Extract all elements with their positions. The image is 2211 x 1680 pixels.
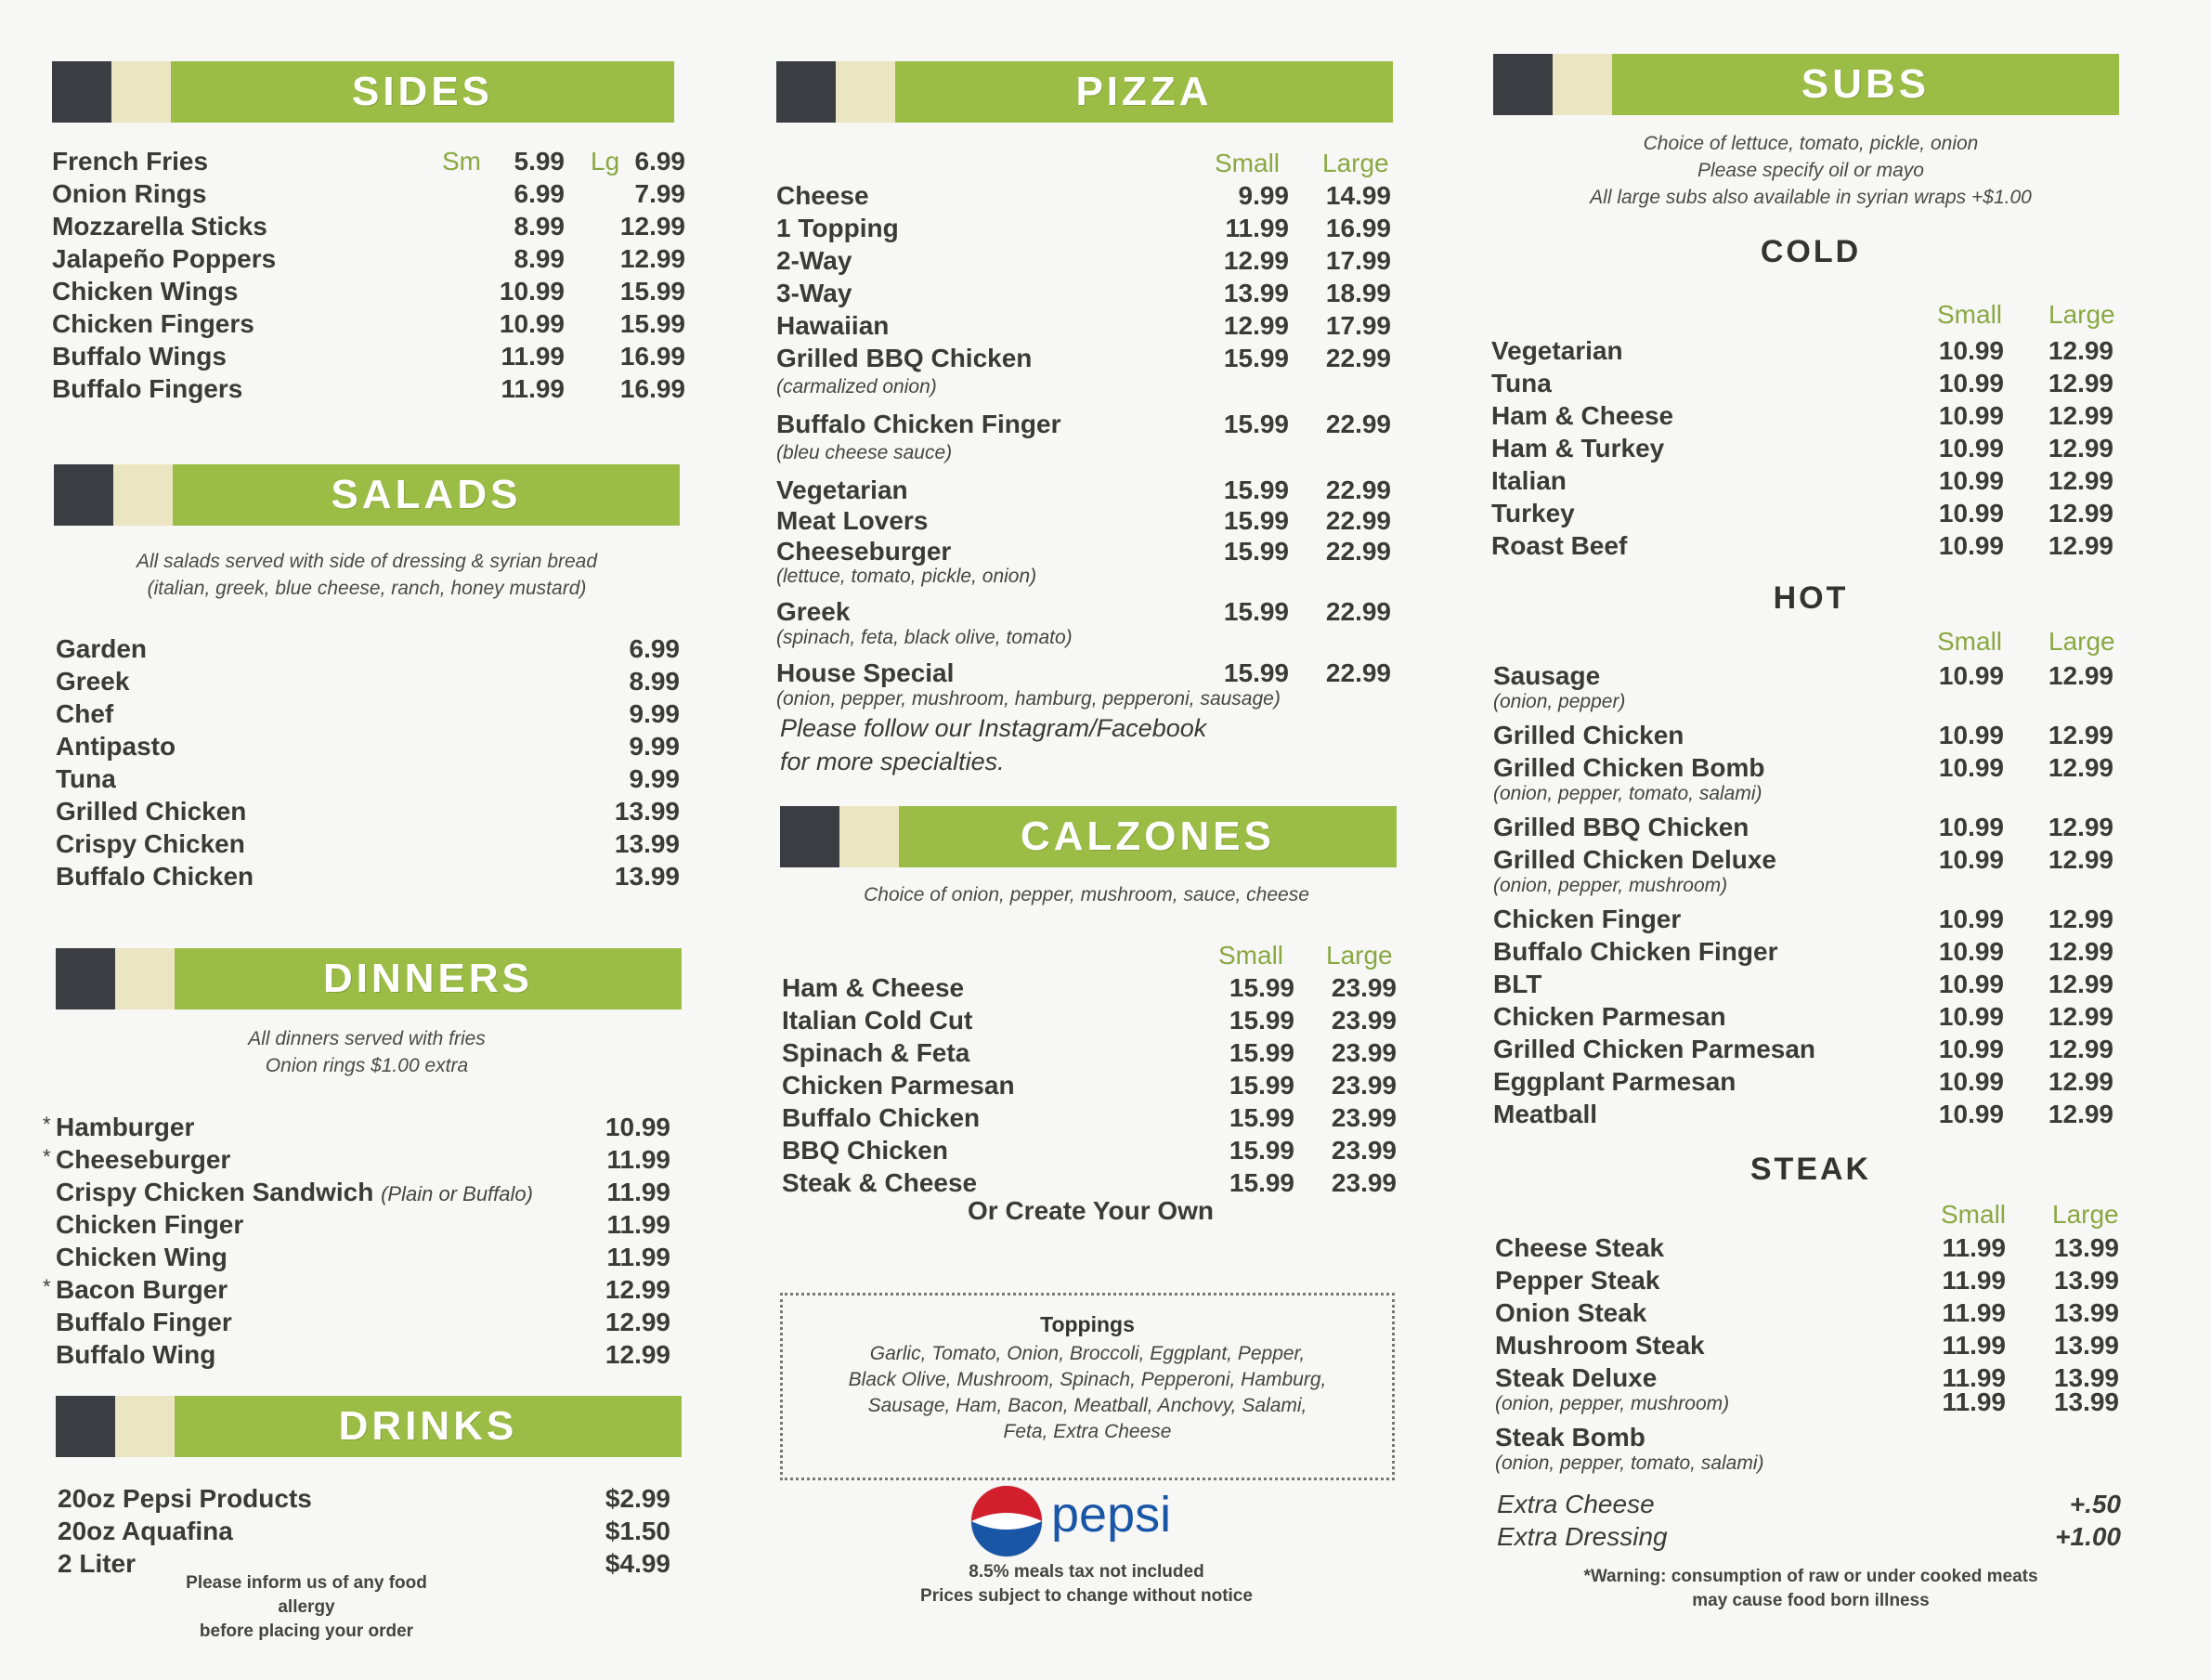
banner-cream-square (113, 464, 173, 526)
salads-banner (54, 464, 680, 526)
subs-banner (1493, 54, 2119, 115)
list-item: 20oz Aquafina $1.50 (58, 1517, 670, 1545)
list-item: 2 Liter $4.99 (58, 1549, 670, 1578)
list-item: Steak Bomb (1495, 1423, 1645, 1452)
item-description: (bleu cheese sauce) (776, 442, 953, 463)
list-item: House Special 15.99 22.99 (776, 658, 1391, 687)
calzones-banner (780, 806, 1397, 867)
list-item: Ham & Turkey 10.99 12.99 (1491, 434, 2113, 462)
list-item: Turkey 10.99 12.99 (1491, 499, 2113, 527)
item-description: (onion, pepper, mushroom) (1493, 875, 1728, 896)
pizza-title: PIZZA (895, 61, 1393, 123)
list-item: Ham & Cheese 15.99 23.99 (782, 973, 1397, 1002)
calzones-list (782, 973, 1413, 1201)
dinners-banner (56, 948, 682, 1009)
hot-subheading: HOT (1773, 580, 1849, 616)
pepsi-globe-icon (969, 1484, 1044, 1558)
toppings-box (780, 1293, 1395, 1480)
list-item: Grilled BBQ Chicken 15.99 22.99 (776, 344, 1391, 372)
list-item: Chicken Fingers 10.99 15.99 (52, 309, 685, 338)
list-item: Buffalo Wing 12.99 (56, 1340, 670, 1369)
list-item: Meat Lovers 15.99 22.99 (776, 506, 1391, 535)
sides-list (52, 147, 693, 407)
toppings-list: Garlic, Tomato, Onion, Broccoli, Eggplant, Pepper, Black Olive, Mushroom, Spinach, Pepperoni, Hamburg, Sausage, Ham, Bacon, Meatball, Anchovy, Salami, Feta, Extra Cheese (848, 1343, 1327, 1442)
list-item: Vegetarian 10.99 12.99 (1491, 336, 2113, 365)
list-item: Buffalo Wings 11.99 16.99 (52, 342, 685, 371)
warning-note: *Warning: consumption of raw or under cooked meats may cause food born illness (1583, 1567, 2038, 1610)
item-description: (onion, pepper, tomato, salami) (1495, 1452, 1764, 1474)
list-item: Buffalo Chicken 13.99 (56, 862, 680, 891)
dinners-list (43, 1113, 696, 1373)
list-item: Sausage 10.99 12.99 (1493, 661, 2113, 690)
pizza-size-header: Small Large (1215, 149, 1389, 177)
list-item: Cheeseburger 15.99 22.99 (776, 537, 1391, 566)
item-description: (lettuce, tomato, pickle, onion) (776, 566, 1037, 587)
list-item: Chicken Wings 10.99 15.99 (52, 277, 685, 306)
dinners-title: DINNERS (175, 948, 682, 1009)
list-item: Spinach & Feta 15.99 23.99 (782, 1038, 1397, 1067)
cold-subs-list (1491, 336, 2141, 564)
list-item: Buffalo Fingers 11.99 16.99 (52, 374, 685, 403)
list-item: Antipasto 9.99 (56, 732, 680, 761)
list-item: Crispy Chicken 13.99 (56, 829, 680, 858)
banner-dark-square (56, 948, 115, 1009)
list-item: Mushroom Steak 11.99 13.99 (1495, 1331, 2119, 1360)
dinners-note: All dinners served with fries Onion rings $1.00 extra (248, 1028, 486, 1076)
list-item: Grilled Chicken 13.99 (56, 797, 680, 826)
salads-note: All salads served with side of dressing & syrian bread (italian, greek, blue cheese, ranch, honey mustard) (136, 551, 598, 599)
list-item: Tuna 9.99 (56, 764, 680, 793)
sides-banner (52, 61, 674, 123)
create-your-own: Or Create Your Own (968, 1196, 1215, 1225)
list-item: Chicken Parmesan 10.99 12.99 (1493, 1002, 2113, 1031)
list-item: Italian 10.99 12.99 (1491, 466, 2113, 495)
hot-size-header: Small Large (1937, 627, 2115, 656)
pizza-list (776, 181, 1408, 714)
list-item: Ham & Cheese 10.99 12.99 (1491, 401, 2113, 430)
list-item: Jalapeño Poppers 8.99 12.99 (52, 244, 685, 273)
calzones-size-header: Small Large (1218, 941, 1393, 970)
tax-footer: 8.5% meals tax not included Prices subject to change without notice (920, 1562, 1253, 1606)
pizza-banner (776, 61, 1393, 123)
banner-cream-square (1553, 54, 1612, 115)
banner-cream-square (839, 806, 899, 867)
banner-cream-square (836, 61, 895, 123)
list-item: Grilled BBQ Chicken 10.99 12.99 (1493, 813, 2113, 841)
banner-cream-square (115, 1396, 175, 1457)
list-item: Hawaiian 12.99 17.99 (776, 311, 1391, 340)
banner-dark-square (1493, 54, 1553, 115)
cold-subheading: COLD (1760, 234, 1862, 269)
banner-dark-square (52, 61, 111, 123)
list-item: Steak & Cheese 15.99 23.99 (782, 1168, 1397, 1197)
list-item: 20oz Pepsi Products $2.99 (58, 1484, 670, 1513)
list-item: Tuna 10.99 12.99 (1491, 369, 2113, 397)
list-item: Onion Steak 11.99 13.99 (1495, 1298, 2119, 1327)
banner-cream-square (111, 61, 171, 123)
calzones-note: Choice of onion, pepper, mushroom, sauce, cheese (864, 884, 1309, 905)
allergy-note: Please inform us of any food allergy before placing your order (186, 1573, 427, 1641)
hot-subs-list (1493, 661, 2143, 1132)
list-item: Greek 15.99 22.99 (776, 597, 1391, 626)
drinks-title: DRINKS (175, 1396, 682, 1457)
banner-cream-square (115, 948, 175, 1009)
list-item: Extra Dressing +1.00 (1497, 1522, 2121, 1551)
drinks-list (58, 1484, 698, 1582)
list-item: 2-Way 12.99 17.99 (776, 246, 1391, 275)
list-item: 3-Way 13.99 18.99 (776, 279, 1391, 307)
salads-title: SALADS (173, 464, 680, 526)
list-item: Chef 9.99 (56, 699, 680, 728)
list-item: Cheese 9.99 14.99 (776, 181, 1391, 210)
list-item: Pepper Steak 11.99 13.99 (1495, 1266, 2119, 1295)
list-item: Buffalo Chicken Finger 15.99 22.99 (776, 410, 1391, 438)
list-item: Extra Cheese +.50 (1497, 1490, 2121, 1518)
list-item: Greek 8.99 (56, 667, 680, 696)
cold-size-header: Small Large (1937, 300, 2115, 329)
list-item: Eggplant Parmesan 10.99 12.99 (1493, 1067, 2113, 1096)
list-item: Steak Deluxe 11.99 13.99 (1495, 1363, 2119, 1392)
item-description: (onion, pepper) (1493, 691, 1626, 712)
list-item: Chicken Wing 11.99 (56, 1243, 670, 1271)
steak-subs-list (1495, 1233, 2145, 1478)
list-item: Chicken Parmesan 15.99 23.99 (782, 1071, 1397, 1100)
steak-size-header: Small Large (1941, 1200, 2119, 1229)
list-item: * Bacon Burger 12.99 (43, 1275, 670, 1304)
list-item: * Cheeseburger 11.99 (43, 1145, 670, 1174)
list-item: Cheese Steak 11.99 13.99 (1495, 1233, 2119, 1262)
list-item: * Hamburger 10.99 (43, 1113, 670, 1141)
subs-note: Choice of lettuce, tomato, pickle, onion Please specify oil or mayo All large subs also available in syrian wraps +$1.00 (1590, 133, 2032, 208)
list-item: 1 Topping 11.99 16.99 (776, 214, 1391, 242)
list-item: Buffalo Chicken Finger 10.99 12.99 (1493, 937, 2113, 966)
list-item: Onion Rings 6.99 7.99 (52, 179, 685, 208)
banner-dark-square (54, 464, 113, 526)
list-item: Chicken Finger 10.99 12.99 (1493, 905, 2113, 933)
item-description: (spinach, feta, black olive, tomato) (776, 627, 1073, 648)
list-item: BBQ Chicken 15.99 23.99 (782, 1136, 1397, 1165)
list-item: Grilled Chicken Bomb 10.99 12.99 (1493, 753, 2113, 782)
list-item: BLT 10.99 12.99 (1493, 970, 2113, 998)
list-item: Vegetarian 15.99 22.99 (776, 475, 1391, 504)
subs-title: SUBS (1612, 54, 2119, 115)
list-item: Buffalo Chicken 15.99 23.99 (782, 1103, 1397, 1132)
item-description: (carmalized onion) (776, 376, 937, 397)
list-item: Meatball 10.99 12.99 (1493, 1100, 2113, 1128)
list-item: Mozzarella Sticks 8.99 12.99 (52, 212, 685, 241)
pepsi-wordmark: pepsi (1051, 1487, 1172, 1543)
list-item: Roast Beef 10.99 12.99 (1491, 531, 2113, 560)
list-item: Crispy Chicken Sandwich (Plain or Buffalo) 11.99 (56, 1178, 670, 1206)
toppings-title: Toppings (1040, 1312, 1135, 1336)
list-item: Chicken Finger 11.99 (56, 1210, 670, 1239)
list-item: Grilled Chicken Parmesan 10.99 12.99 (1493, 1035, 2113, 1063)
item-description: (onion, pepper, mushroom) 11.99 13.99 (1495, 1387, 2119, 1416)
social-follow-note: Please follow our Instagram/Facebook for more specialties. (780, 714, 1207, 775)
banner-dark-square (56, 1396, 115, 1457)
item-description: (onion, pepper, mushroom, hamburg, pepperoni, sausage) (776, 688, 1281, 710)
banner-dark-square (776, 61, 836, 123)
extras-list (1497, 1490, 2138, 1555)
list-item: Italian Cold Cut 15.99 23.99 (782, 1006, 1397, 1035)
banner-dark-square (780, 806, 839, 867)
list-item: Garden 6.99 (56, 634, 680, 663)
list-item: Grilled Chicken 10.99 12.99 (1493, 721, 2113, 749)
list-item: Buffalo Finger 12.99 (56, 1308, 670, 1336)
item-description: (onion, pepper, tomato, salami) (1493, 783, 1762, 804)
pepsi-logo (969, 1484, 1211, 1549)
list-item: French Fries Sm 5.99 Lg 6.99 (52, 147, 685, 176)
list-item: Grilled Chicken Deluxe 10.99 12.99 (1493, 845, 2113, 874)
steak-subheading: STEAK (1749, 1152, 1872, 1187)
calzones-title: CALZONES (899, 806, 1397, 867)
salads-list (56, 634, 696, 894)
sides-title: SIDES (171, 61, 674, 123)
drinks-banner (56, 1396, 682, 1457)
